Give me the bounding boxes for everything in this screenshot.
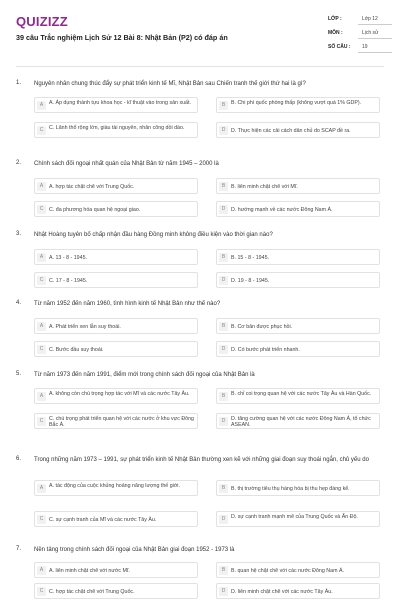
- question-number: 4.: [16, 300, 22, 306]
- option-b[interactable]: [216, 562, 380, 578]
- option-text: C. chú trọng phát triển quan hệ với các nước ở khu vực Đông Bắc Á.: [49, 416, 195, 429]
- option-key: B: [219, 253, 228, 262]
- option-key: B: [219, 484, 228, 493]
- header-divider: [16, 66, 384, 67]
- option-key: C: [37, 345, 46, 354]
- option-c[interactable]: [34, 122, 198, 138]
- option-text: D. hướng mạnh về các nước Đông Nam Á.: [231, 207, 333, 213]
- quizizz-logo: QUIZIZZ: [16, 14, 68, 29]
- option-text: C. đa phương hóa quan hệ ngoại giao.: [49, 207, 141, 213]
- option-a[interactable]: [34, 178, 198, 194]
- option-key: D: [219, 587, 228, 596]
- option-key: B: [219, 392, 228, 401]
- option-b[interactable]: [216, 480, 380, 496]
- option-a[interactable]: [34, 97, 198, 113]
- option-key: A: [37, 182, 46, 191]
- meta-class-label: LỚP :: [328, 16, 342, 22]
- question-text: Từ năm 1973 đến năm 1991, điểm mới trong chính sách đối ngoại của Nhật Bản là: [34, 372, 255, 378]
- option-d[interactable]: [216, 583, 380, 599]
- option-a[interactable]: [34, 318, 198, 334]
- question-text: Nguyên nhân chung thúc đẩy sự phát triển kinh tế Mĩ, Nhật Bản sau Chiến tranh thế giới thứ hai là gì?: [34, 81, 306, 87]
- option-key: D: [219, 417, 228, 426]
- question-number: 5.: [16, 371, 22, 377]
- option-c[interactable]: [34, 201, 198, 217]
- meta-underline: [358, 24, 392, 25]
- option-key: C: [37, 126, 46, 135]
- option-key: D: [219, 205, 228, 214]
- option-key: B: [219, 101, 228, 110]
- option-key: B: [219, 182, 228, 191]
- option-text: D. sự cạnh tranh mạnh mẽ của Trung Quốc và Ấn Độ.: [231, 514, 358, 520]
- option-text: C. Lãnh thổ rộng lớn, giàu tài nguyên, nhân công dồi dào.: [49, 125, 185, 131]
- option-b[interactable]: [216, 249, 380, 265]
- option-text: B. chỉ coi trọng quan hệ với các nước Tây Âu và Hàn Quốc.: [231, 391, 372, 397]
- option-text: D. tăng cường quan hệ với các nước Đông Nam Á, tổ chức ASEAN.: [231, 416, 371, 429]
- option-text: C. sự cạnh tranh của Mĩ và các nước Tây Âu.: [49, 517, 157, 523]
- option-key: A: [37, 322, 46, 331]
- option-text: C. Bước đầu suy thoái.: [49, 347, 104, 353]
- option-text: A. 13 - 8 - 1945.: [49, 255, 87, 261]
- option-text: B. liên minh chặt chẽ với Mĩ.: [231, 184, 298, 190]
- option-key: C: [37, 205, 46, 214]
- option-c[interactable]: [34, 511, 198, 527]
- option-text: B. 15 - 8 - 1945.: [231, 255, 269, 261]
- option-c[interactable]: [34, 272, 198, 288]
- option-text: A. hợp tác chặt chẽ với Trung Quốc.: [49, 184, 135, 190]
- option-c[interactable]: [34, 341, 198, 357]
- option-a[interactable]: [34, 249, 198, 265]
- question-number: 1.: [16, 80, 22, 86]
- meta-count-value: 19: [362, 44, 368, 50]
- option-text: C. 17 - 8 - 1945.: [49, 278, 88, 284]
- option-text: D. Có bước phát triển nhanh.: [231, 347, 300, 353]
- meta-class-value: Lớp 12: [362, 16, 378, 22]
- option-text: B. Chi phí quốc phòng thấp (không vượt quá 1% GDP).: [231, 100, 362, 106]
- option-text: A. liên minh chặt chẽ với nước Mĩ.: [49, 568, 130, 574]
- option-key: B: [219, 566, 228, 575]
- option-b[interactable]: [216, 318, 380, 334]
- option-key: C: [37, 417, 46, 426]
- option-d[interactable]: [216, 272, 380, 288]
- meta-count-label: SỐ CÂU :: [328, 44, 351, 50]
- option-d[interactable]: [216, 511, 380, 527]
- option-c[interactable]: [34, 413, 198, 429]
- option-d[interactable]: [216, 341, 380, 357]
- option-key: D: [219, 345, 228, 354]
- option-key: A: [37, 392, 46, 401]
- option-a[interactable]: [34, 480, 198, 496]
- option-b[interactable]: [216, 388, 380, 404]
- option-key: A: [37, 484, 46, 493]
- meta-subject-value: Lịch sử: [362, 30, 379, 36]
- option-c[interactable]: [34, 583, 198, 599]
- option-b[interactable]: [216, 178, 380, 194]
- option-text: A. không còn chú trọng hợp tác với Mĩ và các nước Tây Âu.: [49, 391, 190, 397]
- question-number: 2.: [16, 160, 22, 166]
- option-text: C. hợp tác chặt chẽ với Trung Quốc.: [49, 589, 135, 595]
- option-text: A. tác động của cuộc khủng hoảng năng lượng thế giới.: [49, 483, 180, 489]
- option-text: B. Cơ bản được phục hồi.: [231, 324, 293, 330]
- option-text: D. Thực hiện các cải cách dân chủ do SCAP đề ra.: [231, 128, 351, 134]
- option-text: B. thị trường tiêu thụ hàng hóa bị thu hẹp đáng kể.: [231, 486, 350, 492]
- question-number: 3.: [16, 231, 22, 237]
- option-key: C: [37, 515, 46, 524]
- option-key: C: [37, 587, 46, 596]
- option-d[interactable]: [216, 201, 380, 217]
- option-text: D. liên minh chặt chẽ với các nước Tây Âu.: [231, 589, 333, 595]
- meta-underline: [358, 38, 392, 39]
- option-text: D. 19 - 8 - 1945.: [231, 278, 270, 284]
- option-b[interactable]: [216, 97, 380, 113]
- option-text: B. quan hệ chặt chẽ với các nước Đông Nam Á.: [231, 568, 344, 574]
- question-text: Nền tảng trong chính sách đối ngoại của Nhật Bản giai đoạn 1952 - 1973 là: [34, 547, 235, 553]
- option-d[interactable]: [216, 122, 380, 138]
- question-text: Chính sách đối ngoại nhất quán của Nhật Bản từ năm 1945 – 2000 là: [34, 161, 219, 167]
- option-key: C: [37, 276, 46, 285]
- option-a[interactable]: [34, 388, 198, 404]
- option-key: D: [219, 515, 228, 524]
- option-key: A: [37, 253, 46, 262]
- worksheet-header: [0, 0, 400, 62]
- option-a[interactable]: [34, 562, 198, 578]
- question-text: Nhật Hoàng tuyên bố chấp nhận đầu hàng Đồng minh không điều kiện vào thời gian nào?: [34, 232, 273, 238]
- question-text: Từ năm 1952 đến năm 1960, tình hình kinh tế Nhật Bản như thế nào?: [34, 301, 221, 307]
- option-text: A. Phát triển xen lẫn suy thoái.: [49, 324, 121, 330]
- meta-underline: [358, 52, 392, 53]
- question-text: Trong những năm 1973 – 1991, sự phát triển kinh tế Nhật Bản thường xen kẽ với những giai đoạn suy thoái ngắn, chủ yếu do: [34, 457, 369, 463]
- option-key: D: [219, 126, 228, 135]
- option-key: D: [219, 276, 228, 285]
- meta-subject-label: MÔN :: [328, 30, 343, 36]
- option-key: A: [37, 566, 46, 575]
- option-key: B: [219, 322, 228, 331]
- question-number: 7.: [16, 546, 22, 552]
- worksheet-title: 39 câu Trắc nghiệm Lịch Sử 12 Bài 8: Nhật Bản (P2) có đáp án: [16, 33, 228, 42]
- option-text: A. Áp dụng thành tựu khoa học - kĩ thuật vào trong sản xuất.: [49, 100, 191, 106]
- question-number: 6.: [16, 456, 22, 462]
- option-key: A: [37, 101, 46, 110]
- option-d[interactable]: [216, 413, 380, 429]
